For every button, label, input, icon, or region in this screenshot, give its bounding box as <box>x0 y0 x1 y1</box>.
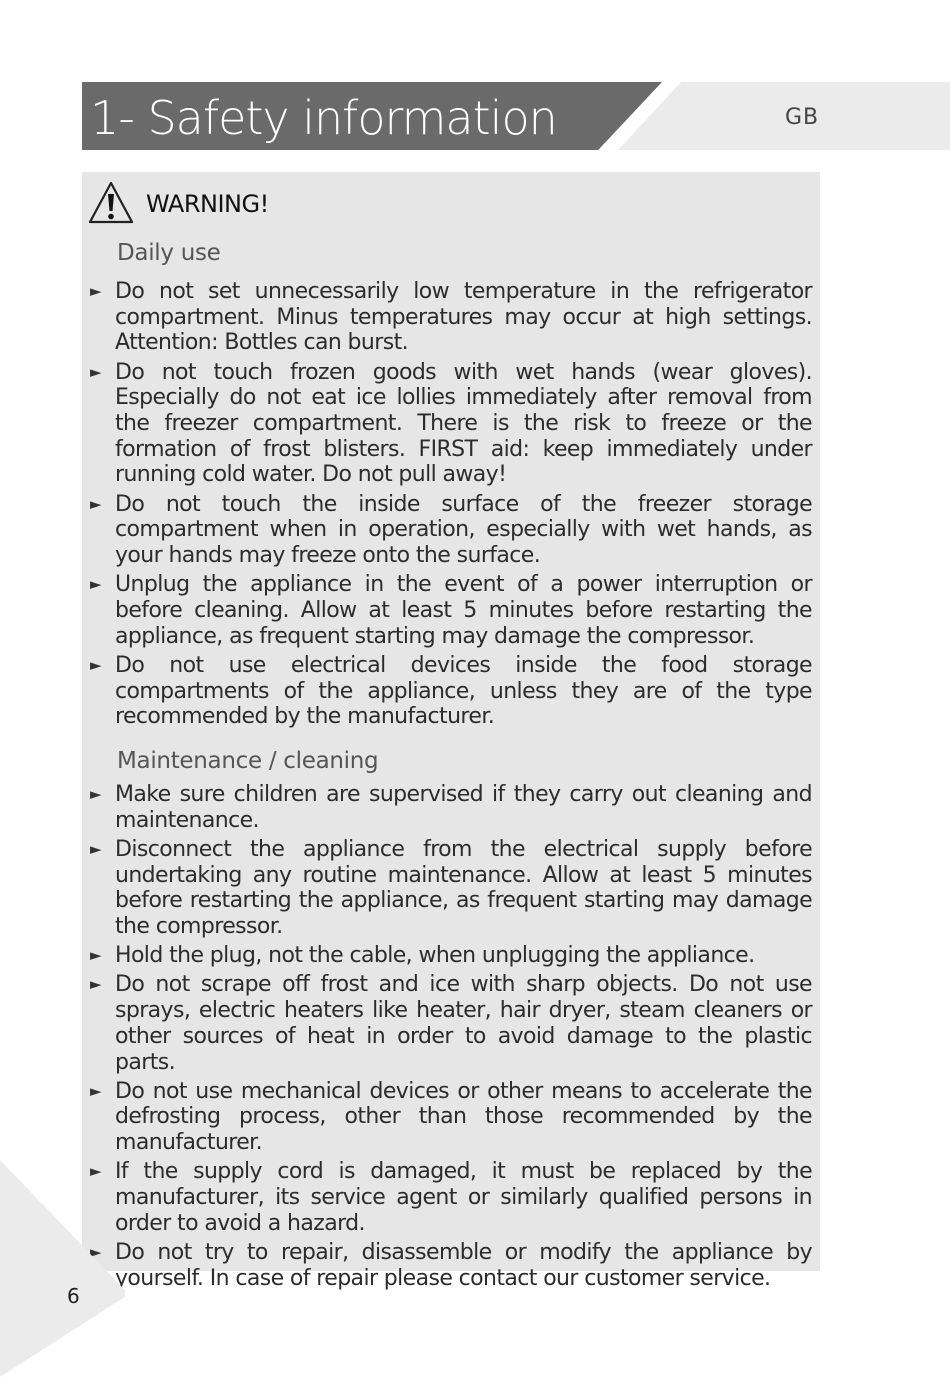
language-code: GB <box>785 105 820 130</box>
list-item: ► Make sure children are supervised if they carry out cleaning and maintenance. <box>90 782 812 833</box>
list-item: ► Do not scrape off frost and ice with sharp objects. Do not use sprays, electric heaters like heater, hair dryer, steam cleaners or other sources of heat in order to avoid damage to the plastic parts. <box>90 972 812 1075</box>
bullet-arrow-icon: ► <box>90 1081 101 1100</box>
page-title: 1- Safety information <box>90 91 557 145</box>
list-item: ► Do not set unnecessarily low temperature in the refrigerator compartment. Minus temperatures may occur at high settings. Attention: Bottles can burst. <box>90 279 812 356</box>
list-item: ► Do not use mechanical devices or other means to accelerate the defrosting process, other than those recommended by the manufacturer. <box>90 1078 812 1156</box>
bullet-arrow-icon: ► <box>90 1242 101 1261</box>
list-item: ► If the supply cord is damaged, it must be replaced by the manufacturer, its service agent or similarly qualified persons in order to avoid a hazard. <box>90 1159 812 1236</box>
bullet-arrow-icon: ► <box>90 946 101 965</box>
list-item: ► Do not use electrical devices inside the food storage compartments of the appliance, unless they are of the type recommended by the manufacturer. <box>90 652 812 730</box>
bullet-arrow-icon: ► <box>90 575 101 594</box>
bullet-arrow-icon: ► <box>90 362 101 381</box>
list-item: ► Hold the plug, not the cable, when unplugging the appliance. <box>90 943 755 969</box>
bullet-arrow-icon: ► <box>90 494 101 513</box>
list-item: ► Unplug the appliance in the event of a power interruption or before cleaning. Allow at least 5 minutes before restarting the appliance, as frequent starting may damage the compressor. <box>90 572 812 649</box>
maintenance-list <box>88 782 812 1295</box>
page-number: 6 <box>67 1284 80 1308</box>
bullet-arrow-icon: ► <box>90 655 101 674</box>
bullet-arrow-icon: ► <box>90 785 101 803</box>
bullet-arrow-icon: ► <box>90 282 101 300</box>
warning-triangle-icon <box>87 180 135 226</box>
list-item: ► Do not try to repair, disassemble or modify the appliance by yourself. In case of repair please contact our customer service. <box>90 1239 812 1291</box>
bullet-arrow-icon: ► <box>90 1162 101 1181</box>
daily-use-list <box>88 279 812 733</box>
list-item: ► Disconnect the appliance from the electrical supply before undertaking any routine maintenance. Allow at least 5 minutes before restarting the appliance, as frequent starting may damage the compressor. <box>90 836 812 940</box>
bullet-arrow-icon: ► <box>90 839 101 858</box>
list-item: ► Do not touch the inside surface of the freezer storage compartment when in operation, especially with wet hands, as your hands may freeze onto the surface. <box>90 491 812 569</box>
section-heading-maintenance: Maintenance / cleaning <box>117 748 379 774</box>
warning-label: WARNING! <box>146 190 269 218</box>
header-tab-decoration <box>618 82 950 150</box>
list-item: ► Do not touch frozen goods with wet hands (wear gloves). Especially do not eat ice lollies immediately after removal from the freezer compartment. There is the risk to freeze or the formation of frost blisters. FIRST aid: keep immediately under running cold water. Do not pull away! <box>90 359 812 488</box>
section-heading-daily-use: Daily use <box>117 240 221 266</box>
bullet-arrow-icon: ► <box>90 975 101 994</box>
